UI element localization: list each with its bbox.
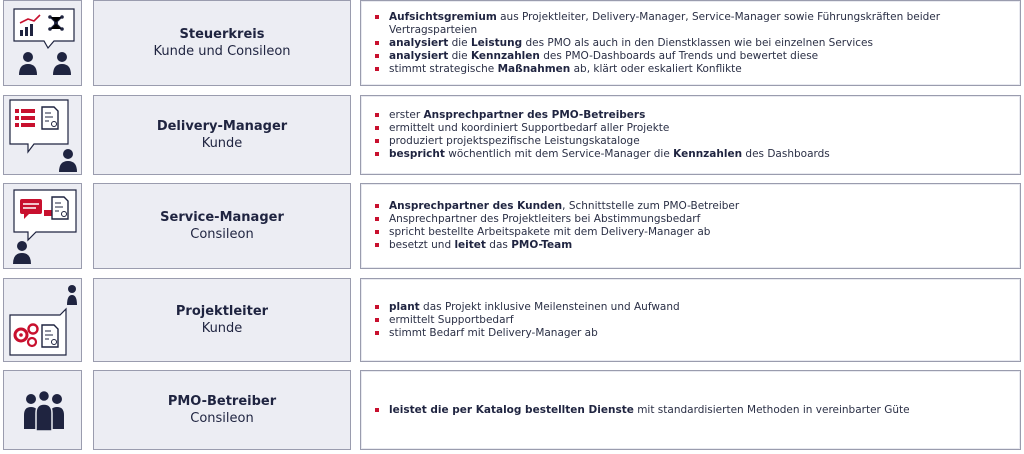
bullet-text-bold: bespricht: [389, 148, 445, 160]
description-panel: [360, 95, 1021, 175]
role-subtitle: Kunde: [201, 136, 243, 151]
bullet-item: [375, 301, 680, 314]
bullet-text: besetzt und: [389, 239, 455, 251]
role-title: Projektleiter: [175, 304, 269, 319]
description-panel: [360, 0, 1021, 86]
role-panel: [93, 278, 351, 362]
bullet-item: [375, 122, 830, 135]
bullet-item: [375, 135, 830, 148]
role-title: Steuerkreis: [179, 27, 265, 42]
description-panel: [360, 278, 1021, 362]
bullet-list: [361, 200, 749, 252]
project-lead-icon: [4, 279, 83, 363]
bullet-text-bold: PMO-Team: [511, 239, 573, 251]
icon-panel: [3, 183, 82, 269]
bullet-text: Ansprechpartner des Projektleiters bei Abstimmungsbedarf: [389, 213, 701, 225]
role-subtitle: Kunde und Consileon: [153, 44, 291, 59]
bullet-text: stimmt Bedarf mit Delivery-Manager ab: [389, 326, 598, 339]
icon-panel: [3, 95, 82, 175]
role-panel: [93, 0, 351, 86]
icon-panel: [3, 0, 82, 86]
role-title: Service-Manager: [160, 210, 284, 225]
role-panel: [93, 95, 351, 175]
bullet-text: erster: [389, 109, 424, 121]
bullet-text-bold: Maßnahmen: [497, 62, 571, 75]
bullet-item: [375, 37, 1010, 50]
bullet-text-bold: analysiert: [389, 36, 449, 49]
bullet-text-bold: leistet die per Katalog bestellten Dienste: [389, 403, 634, 416]
bullet-text: ermittelt Supportbedarf: [389, 313, 514, 326]
bullet-item: [375, 226, 739, 239]
bullet-item: [375, 109, 830, 122]
bullet-text-bold: analysiert: [389, 49, 449, 62]
bullet-text: des PMO als auch in den Dienstklassen wie bei einzelnen Services: [522, 36, 873, 49]
bullet-text: wöchentlich mit dem Service-Manager die: [444, 148, 674, 160]
description-panel: [360, 183, 1021, 269]
role-subtitle: Kunde: [201, 321, 243, 336]
bullet-item: [375, 239, 739, 252]
bullet-text: die: [448, 49, 471, 62]
bullet-text-bold: Leistung: [470, 36, 523, 49]
bullet-text-bold: Kennzahlen: [470, 49, 540, 62]
bullet-item: [375, 50, 1010, 63]
bullet-text-bold: plant: [389, 300, 420, 313]
icon-panel: [3, 278, 82, 362]
pmo-team-icon: [4, 371, 83, 451]
steering-committee-icon: [4, 1, 83, 87]
role-title: Delivery-Manager: [156, 119, 288, 134]
bullet-text: aus Projektleiter, Delivery-Manager, Service-Manager sowie Führungskräften beider Vertragsparteien: [389, 10, 941, 36]
bullet-list: [361, 301, 690, 340]
bullet-list: [361, 109, 840, 161]
bullet-text: des PMO-Dashboards auf Trends und bewertet diese: [539, 49, 819, 62]
bullet-text: das: [485, 239, 512, 251]
role-subtitle: Consileon: [190, 411, 254, 426]
icon-panel: [3, 370, 82, 450]
bullet-text-bold: Ansprechpartner des PMO-Betreibers: [423, 109, 646, 121]
bullet-item: [375, 148, 830, 161]
bullet-text: spricht bestellte Arbeitspakete mit dem Delivery-Manager ab: [389, 226, 711, 238]
bullet-text: ab, klärt oder eskaliert Konflikte: [570, 62, 742, 75]
role-subtitle: Consileon: [190, 227, 254, 242]
bullet-text: mit standardisierten Methoden in vereinbarter Güte: [633, 403, 910, 416]
bullet-item: [375, 11, 1010, 37]
delivery-manager-icon: [4, 96, 83, 176]
bullet-item: [375, 327, 680, 340]
bullet-item: [375, 213, 739, 226]
service-manager-icon: [4, 184, 83, 270]
bullet-list: [361, 11, 1020, 76]
role-panel: [93, 183, 351, 269]
bullet-text: des Dashboards: [742, 148, 830, 160]
bullet-text: das Projekt inklusive Meilensteinen und Aufwand: [419, 300, 680, 313]
bullet-text: die: [448, 36, 471, 49]
bullet-text: , Schnittstelle zum PMO-Betreiber: [562, 200, 740, 212]
bullet-item: [375, 314, 680, 327]
bullet-item: [375, 63, 1010, 76]
bullet-text: stimmt strategische: [389, 62, 498, 75]
bullet-text: ermittelt und koordiniert Supportbedarf aller Projekte: [389, 122, 670, 134]
description-panel: [360, 370, 1021, 450]
bullet-list: [361, 404, 920, 417]
bullet-item: [375, 200, 739, 213]
role-panel: [93, 370, 351, 450]
role-title: PMO-Betreiber: [167, 394, 277, 409]
bullet-item: [375, 404, 910, 417]
bullet-text-bold: Kennzahlen: [673, 148, 743, 160]
bullet-text-bold: Aufsichtsgremium: [389, 10, 497, 23]
bullet-text: produziert projektspezifische Leistungskataloge: [389, 135, 640, 147]
bullet-text-bold: Ansprechpartner des Kunden: [389, 200, 563, 212]
bullet-text-bold: leitet: [454, 239, 486, 251]
